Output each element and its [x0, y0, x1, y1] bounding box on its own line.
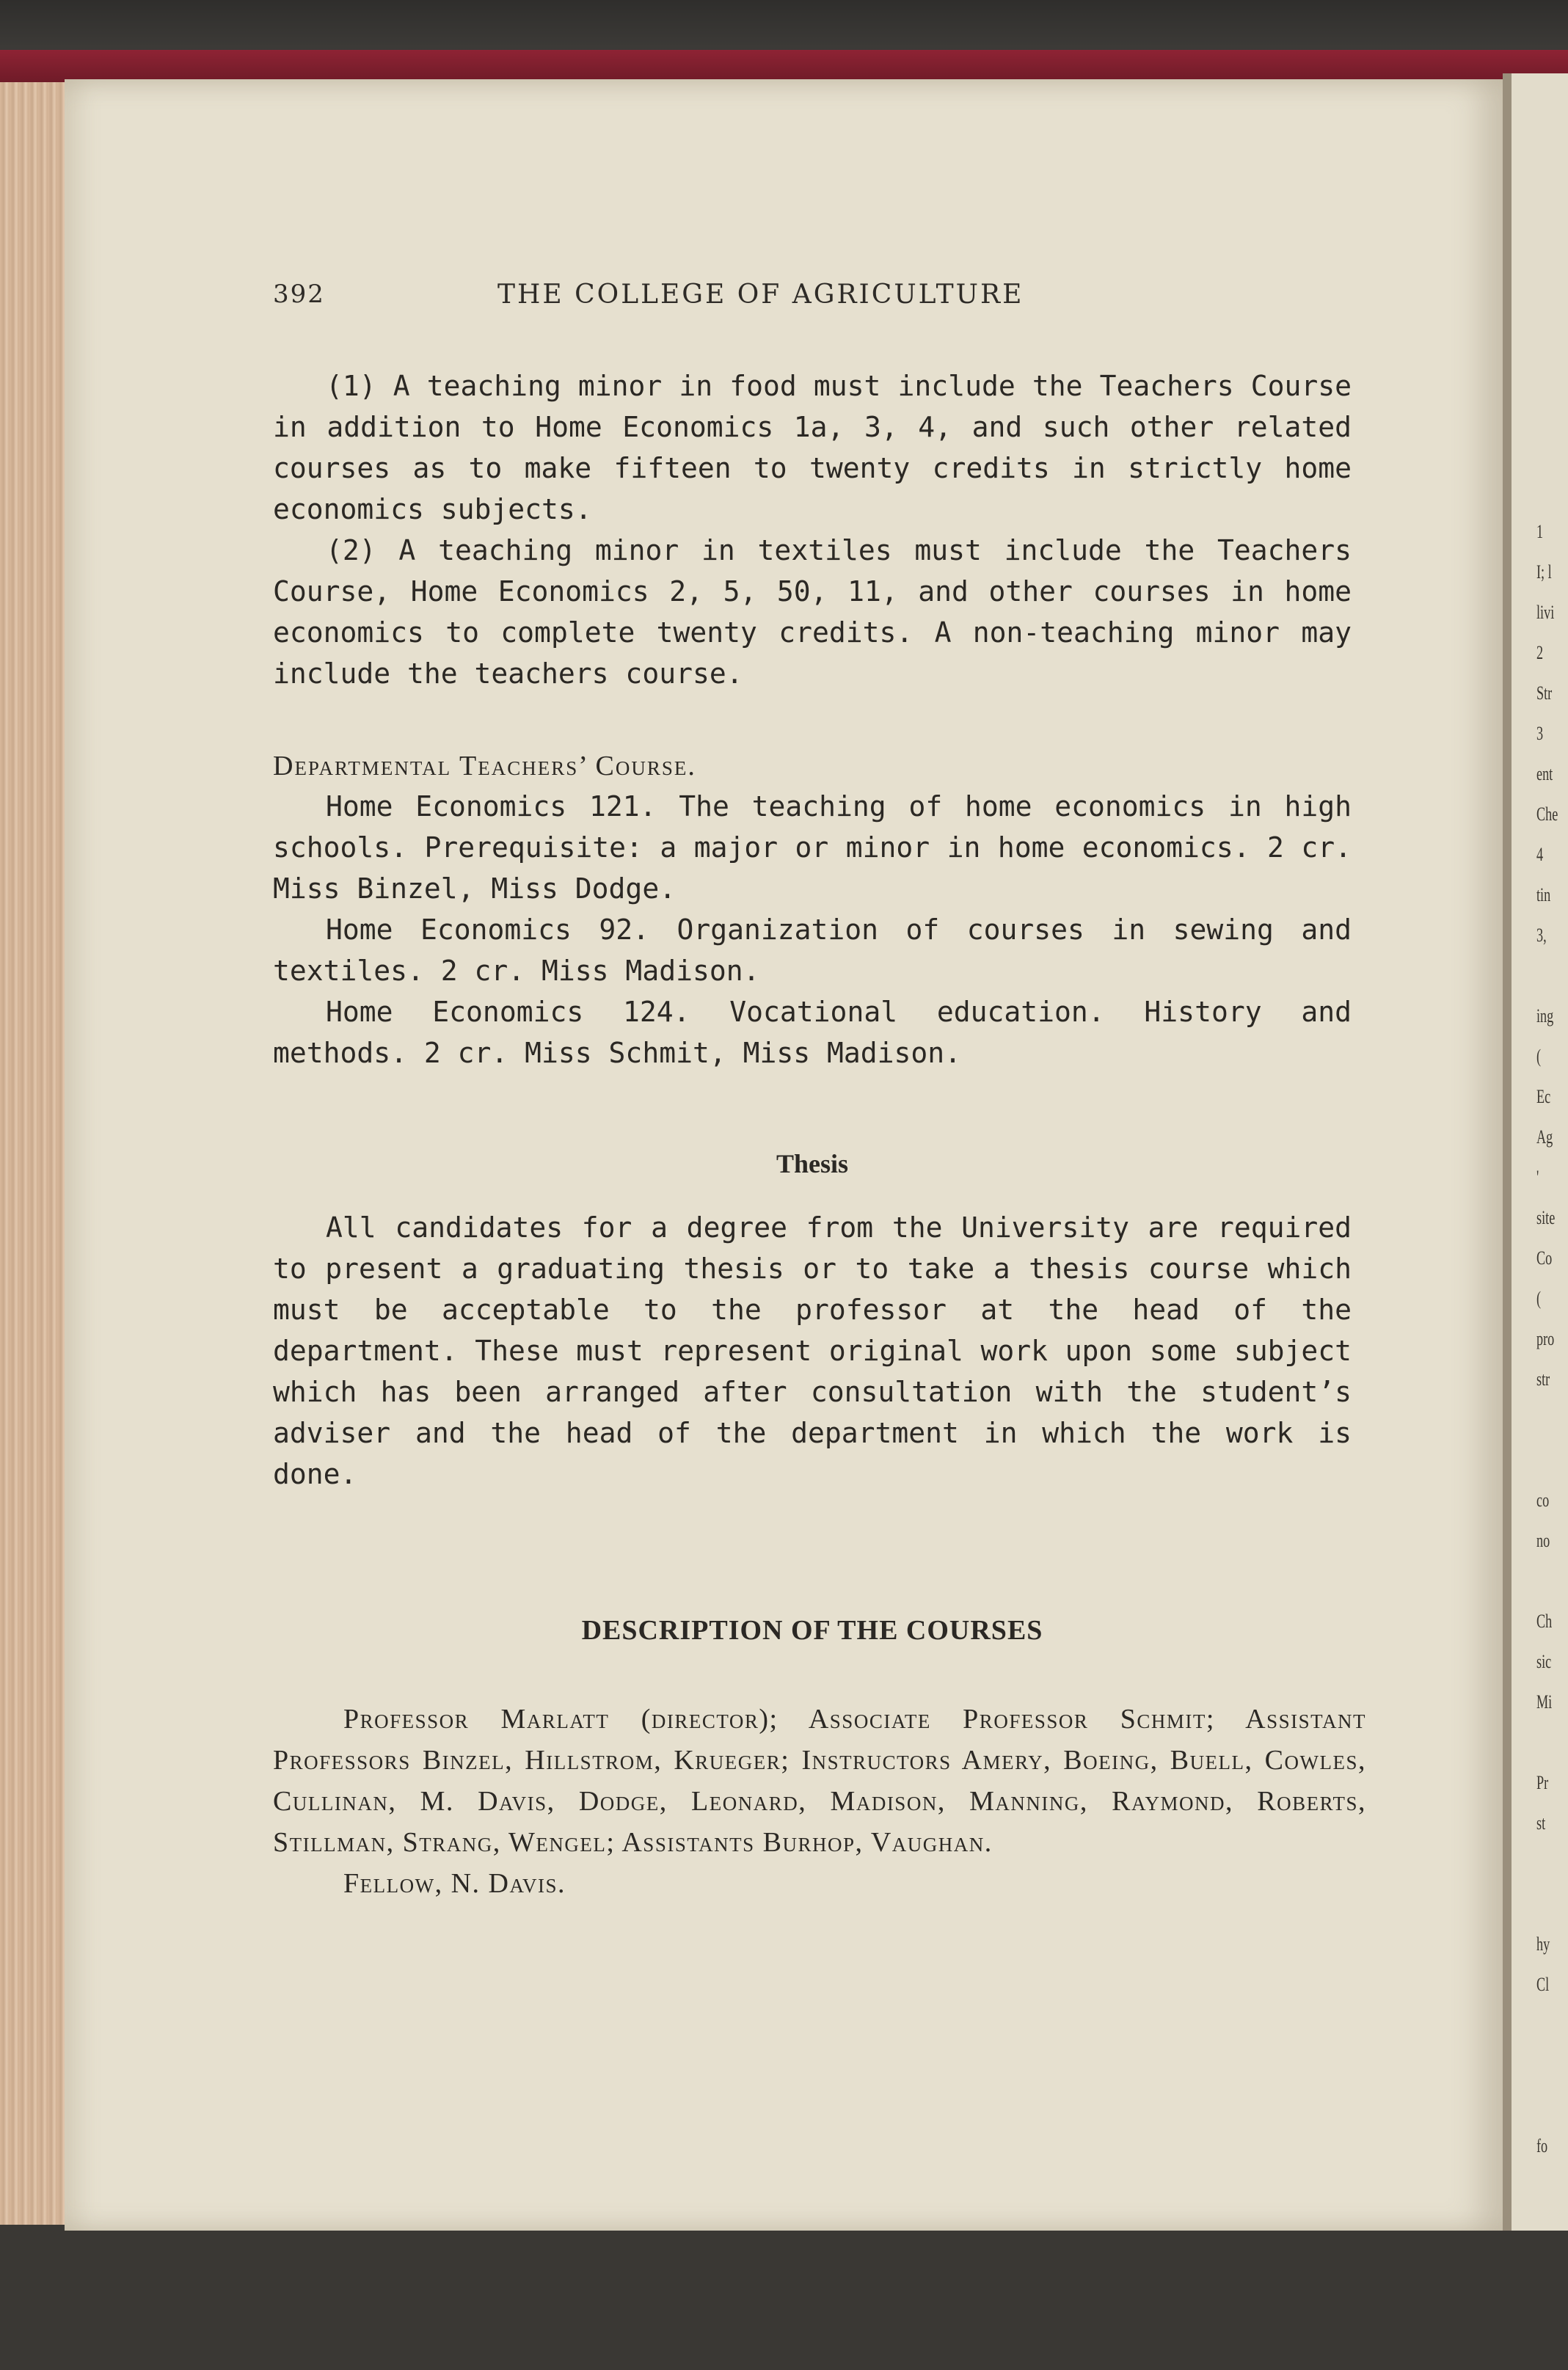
adjacent-fragment: ing	[1536, 1005, 1554, 1027]
adjacent-fragment: I; l	[1536, 561, 1552, 583]
adjacent-fragment: str	[1536, 1368, 1550, 1390]
minor-paragraph-food: (1) A teaching minor in food must include the Teachers Course in addition to Home Economics 1a, 3, 4, and such other related courses as to make fifteen to twenty credits in strictly home economics subjects.	[273, 370, 1352, 525]
adjacent-fragment: 4	[1536, 844, 1544, 865]
scan-background-top	[0, 0, 1568, 51]
adjacent-fragment: '	[1536, 1167, 1539, 1188]
scan-background-bottom	[0, 2231, 1568, 2370]
course-entry-92: Home Economics 92. Organization of courses in sewing and textiles. 2 cr. Miss Madison.	[273, 914, 1352, 987]
adjacent-fragment: (	[1536, 1288, 1542, 1309]
adjacent-fragment: Mi	[1536, 1691, 1553, 1713]
teachers-course-heading	[273, 745, 1352, 787]
fellow-line: Fellow, N. Davis.	[343, 1868, 566, 1899]
adjacent-fragment: 3	[1536, 723, 1544, 744]
course-entry-124: Home Economics 124. Vocational education. History and methods. 2 cr. Miss Schmit, Miss Madison.	[273, 996, 1352, 1069]
adjacent-fragment: 3,	[1536, 925, 1547, 946]
adjacent-fragment: st	[1536, 1812, 1546, 1834]
adjacent-fragment: 2	[1536, 642, 1544, 663]
adjacent-fragment: Ch	[1536, 1611, 1553, 1632]
adjacent-fragment: Che	[1536, 803, 1558, 825]
staff-paragraph: Professor Marlatt (director); Associate Professor Schmit; Assistant Professors Binzel, Hillstrom, Krueger; Instructors Amery, Boeing, Buell, Cowles, Cullinan, M. Davis, Dodge, Leonard, Madison, Manning, Raymond, Roberts, Stillman, Strang, Wengel; Assistants Burhop, Vaughan.	[273, 1704, 1366, 1858]
adjacent-fragment: co	[1536, 1490, 1550, 1511]
adjacent-fragment: ent	[1536, 763, 1553, 784]
adjacent-fragment: Cl	[1536, 1974, 1550, 1995]
adjacent-fragment: Ec	[1536, 1086, 1551, 1107]
adjacent-page-edge	[1503, 73, 1568, 2231]
minor-paragraph-textiles: (2) A teaching minor in textiles must include the Teachers Course, Home Economics 2, 5, 50, 11, and other courses in home economics to complete twenty credits. A non-teaching minor may include the teachers course.	[273, 534, 1352, 690]
adjacent-fragment: Co	[1536, 1247, 1553, 1269]
thesis-paragraph: All candidates for a degree from the University are required to present a graduating thesis or to take a thesis course which must be acceptable to the professor at the head of the department. These must represent original work upon some subject which has been arranged after consultation with the student’s adviser and the head of the department in which the work is done.	[273, 1211, 1352, 1490]
adjacent-fragment: livi	[1536, 602, 1555, 623]
adjacent-fragment: pro	[1536, 1328, 1555, 1349]
adjacent-fragment: Pr	[1536, 1772, 1549, 1793]
adjacent-fragment: sic	[1536, 1651, 1552, 1672]
teachers-course-heading-text: Departmental Teachers’ Course.	[273, 751, 696, 781]
adjacent-fragment: Str	[1536, 682, 1553, 704]
adjacent-fragment: hy	[1536, 1933, 1550, 1955]
page-number: 392	[273, 280, 325, 309]
course-entry-121: Home Economics 121. The teaching of home economics in high schools. Prerequisite: a major or minor in home economics. 2 cr. Miss Binzel, Miss Dodge.	[273, 790, 1352, 905]
adjacent-fragment: 1	[1536, 521, 1544, 542]
adjacent-fragment: site	[1536, 1207, 1556, 1228]
book-binding	[0, 50, 1568, 82]
adjacent-fragment: (	[1536, 1046, 1542, 1067]
adjacent-fragment: fo	[1536, 2135, 1548, 2156]
running-header	[273, 280, 1139, 324]
page-edges	[0, 82, 68, 2225]
running-title: THE COLLEGE OF AGRICULTURE	[497, 280, 1024, 310]
adjacent-fragment: Ag	[1536, 1126, 1553, 1148]
thesis-heading: Thesis	[776, 1149, 849, 1178]
adjacent-fragment: no	[1536, 1530, 1550, 1551]
adjacent-fragment: tin	[1536, 884, 1551, 905]
courses-heading: DESCRIPTION OF THE COURSES	[581, 1615, 1043, 1646]
staff-list	[273, 1699, 1366, 1904]
